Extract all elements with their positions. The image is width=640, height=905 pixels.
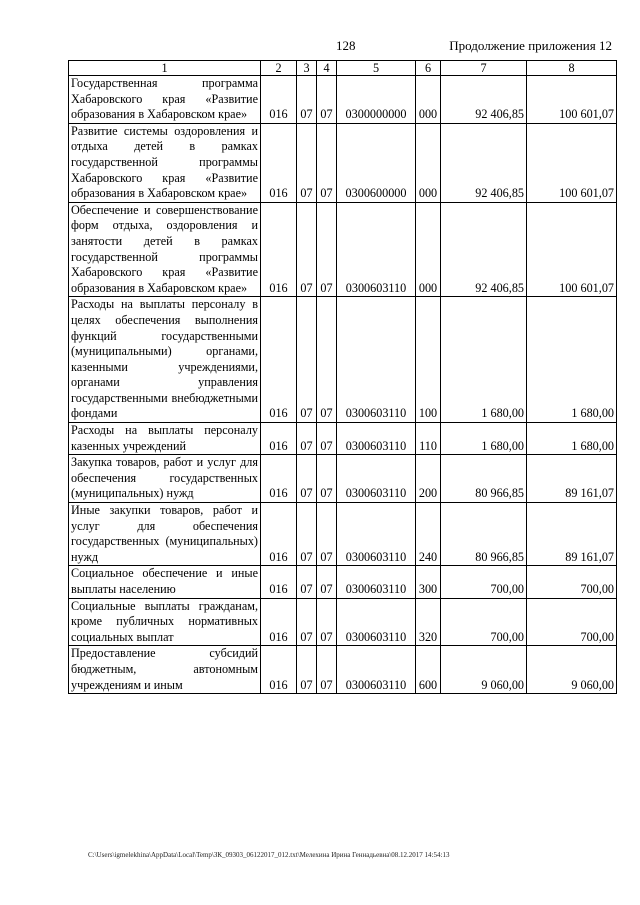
amount-col8-cell: 89 161,07 (527, 503, 617, 566)
table-row (69, 598, 617, 646)
table-row (69, 566, 617, 598)
target-article-cell: 0300600000 (337, 123, 416, 202)
amount-col7-cell: 92 406,85 (441, 202, 527, 297)
table-row (69, 202, 617, 297)
subsection-code-cell: 07 (317, 566, 337, 598)
subsection-code-cell: 07 (317, 598, 337, 646)
column-header: 3 (297, 61, 317, 76)
target-article-cell: 0300603110 (337, 503, 416, 566)
row-name-cell: Государственная программа Хабаровского края «Развитие образования в Хабаровском крае» (69, 76, 261, 124)
amount-col8-cell: 89 161,07 (527, 455, 617, 503)
amount-col7-cell: 1 680,00 (441, 423, 527, 455)
ministry-code-cell: 016 (261, 297, 297, 423)
section-code-cell: 07 (297, 598, 317, 646)
amount-col7-cell: 700,00 (441, 598, 527, 646)
table-header-row (69, 61, 617, 76)
expense-type-cell: 600 (416, 646, 441, 694)
table-row (69, 646, 617, 694)
column-header: 8 (527, 61, 617, 76)
row-name-cell: Предоставление субсидий бюджетным, автономным учреждениям и иным (69, 646, 261, 694)
subsection-code-cell: 07 (317, 423, 337, 455)
section-code-cell: 07 (297, 503, 317, 566)
amount-col7-cell: 700,00 (441, 566, 527, 598)
column-header: 2 (261, 61, 297, 76)
target-article-cell: 0300603110 (337, 202, 416, 297)
ministry-code-cell: 016 (261, 123, 297, 202)
row-name-cell: Социальные выплаты гражданам, кроме публичных нормативных социальных выплат (69, 598, 261, 646)
subsection-code-cell: 07 (317, 646, 337, 694)
section-code-cell: 07 (297, 566, 317, 598)
column-header: 1 (69, 61, 261, 76)
target-article-cell: 0300000000 (337, 76, 416, 124)
row-name-cell: Закупка товаров, работ и услуг для обеспечения государственных (муниципальных) нужд (69, 455, 261, 503)
footer-file-path: C:\Users\igmelekhina\AppData\Local\Temp\ЗК_09303_06122017_012.txt\Мелехина Ирина Геннадьевна\08.12.2017 14:54:13 (88, 851, 450, 859)
section-code-cell: 07 (297, 455, 317, 503)
table-row (69, 297, 617, 423)
subsection-code-cell: 07 (317, 76, 337, 124)
column-header: 6 (416, 61, 441, 76)
subsection-code-cell: 07 (317, 202, 337, 297)
table-row (69, 423, 617, 455)
ministry-code-cell: 016 (261, 503, 297, 566)
table-row (69, 123, 617, 202)
target-article-cell: 0300603110 (337, 566, 416, 598)
column-header: 5 (337, 61, 416, 76)
section-code-cell: 07 (297, 123, 317, 202)
target-article-cell: 0300603110 (337, 423, 416, 455)
expense-type-cell: 000 (416, 76, 441, 124)
ministry-code-cell: 016 (261, 598, 297, 646)
expense-type-cell: 000 (416, 202, 441, 297)
row-name-cell: Расходы на выплаты персоналу в целях обеспечения выполнения функций государственными (муниципальными) органами, казенными учреждениями, органами управления государственными внебюджетными фондами (69, 297, 261, 423)
row-name-cell: Расходы на выплаты персоналу казенных учреждений (69, 423, 261, 455)
section-code-cell: 07 (297, 646, 317, 694)
expense-type-cell: 200 (416, 455, 441, 503)
subsection-code-cell: 07 (317, 297, 337, 423)
row-name-cell: Иные закупки товаров, работ и услуг для обеспечения государственных (муниципальных) нужд (69, 503, 261, 566)
amount-col8-cell: 9 060,00 (527, 646, 617, 694)
ministry-code-cell: 016 (261, 566, 297, 598)
amount-col8-cell: 100 601,07 (527, 202, 617, 297)
appendix-title: Продолжение приложения 12 (449, 38, 612, 53)
row-name-cell: Развитие системы оздоровления и отдыха детей в рамках государственной программы Хабаровского края «Развитие образования в Хабаровском крае» (69, 123, 261, 202)
table-row (69, 76, 617, 124)
target-article-cell: 0300603110 (337, 598, 416, 646)
column-header: 7 (441, 61, 527, 76)
page-number: 128 (336, 38, 356, 53)
section-code-cell: 07 (297, 76, 317, 124)
expense-type-cell: 320 (416, 598, 441, 646)
amount-col8-cell: 100 601,07 (527, 123, 617, 202)
subsection-code-cell: 07 (317, 123, 337, 202)
section-code-cell: 07 (297, 423, 317, 455)
table-row (69, 455, 617, 503)
ministry-code-cell: 016 (261, 423, 297, 455)
expense-type-cell: 300 (416, 566, 441, 598)
amount-col8-cell: 1 680,00 (527, 423, 617, 455)
subsection-code-cell: 07 (317, 455, 337, 503)
expense-type-cell: 100 (416, 297, 441, 423)
target-article-cell: 0300603110 (337, 455, 416, 503)
amount-col7-cell: 92 406,85 (441, 123, 527, 202)
subsection-code-cell: 07 (317, 503, 337, 566)
ministry-code-cell: 016 (261, 76, 297, 124)
amount-col8-cell: 1 680,00 (527, 297, 617, 423)
ministry-code-cell: 016 (261, 646, 297, 694)
budget-table (68, 60, 617, 694)
amount-col7-cell: 1 680,00 (441, 297, 527, 423)
target-article-cell: 0300603110 (337, 646, 416, 694)
amount-col8-cell: 700,00 (527, 598, 617, 646)
section-code-cell: 07 (297, 202, 317, 297)
amount-col7-cell: 80 966,85 (441, 503, 527, 566)
amount-col8-cell: 100 601,07 (527, 76, 617, 124)
amount-col7-cell: 9 060,00 (441, 646, 527, 694)
expense-type-cell: 000 (416, 123, 441, 202)
expense-type-cell: 110 (416, 423, 441, 455)
row-name-cell: Социальное обеспечение и иные выплаты населению (69, 566, 261, 598)
expense-type-cell: 240 (416, 503, 441, 566)
table-row (69, 503, 617, 566)
amount-col7-cell: 92 406,85 (441, 76, 527, 124)
row-name-cell: Обеспечение и совершенствование форм отдыха, оздоровления и занятости детей в рамках государственной программы Хабаровского края «Развитие образования в Хабаровском крае» (69, 202, 261, 297)
section-code-cell: 07 (297, 297, 317, 423)
column-header: 4 (317, 61, 337, 76)
table-body (69, 76, 617, 694)
ministry-code-cell: 016 (261, 202, 297, 297)
ministry-code-cell: 016 (261, 455, 297, 503)
amount-col7-cell: 80 966,85 (441, 455, 527, 503)
amount-col8-cell: 700,00 (527, 566, 617, 598)
target-article-cell: 0300603110 (337, 297, 416, 423)
